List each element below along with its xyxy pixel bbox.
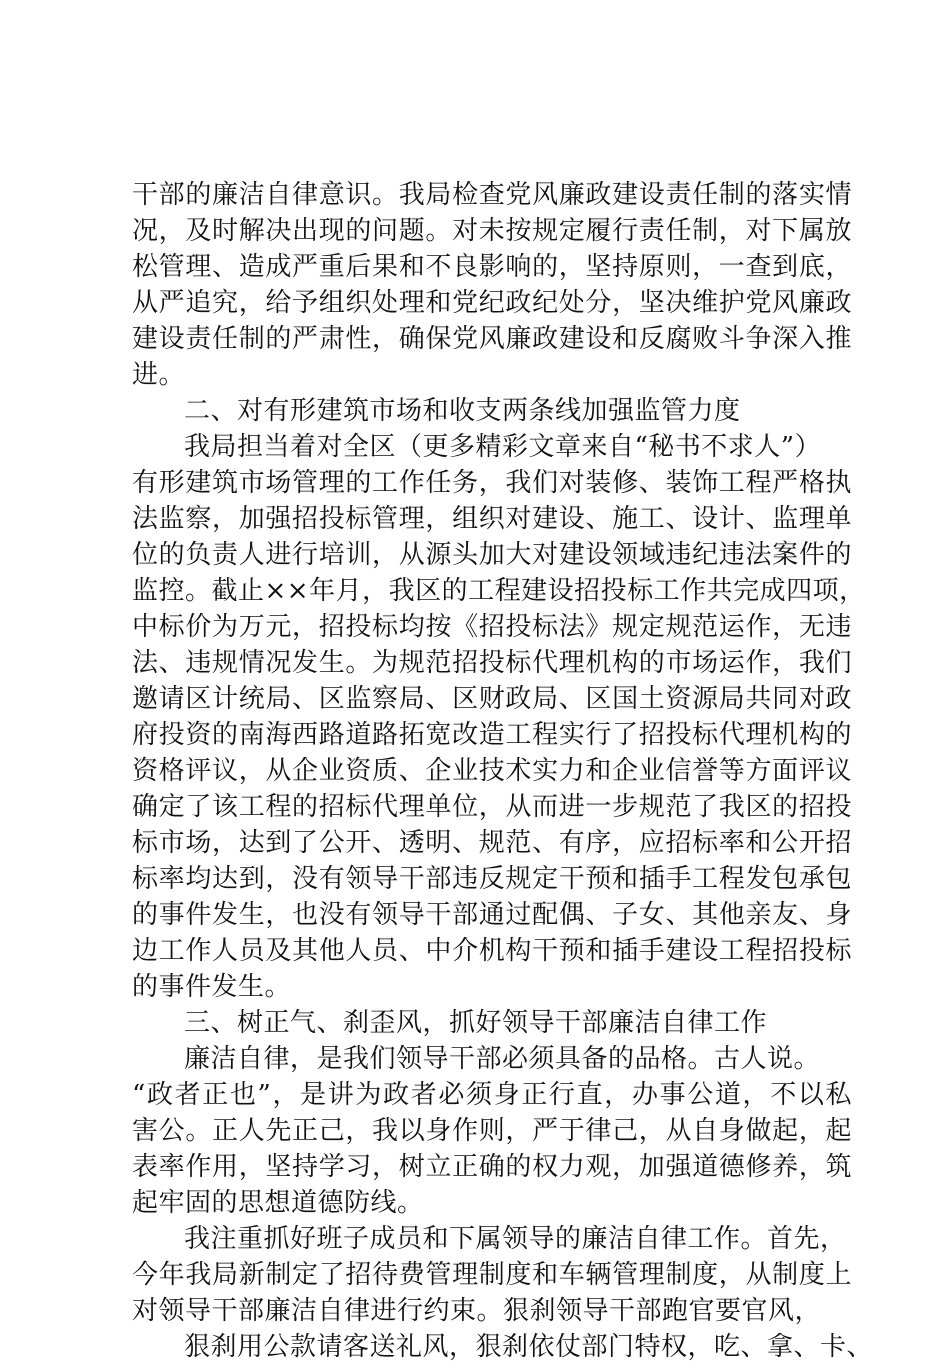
- paragraph-line: 标率均达到，没有领导干部违反规定干预和插手工程发包承包: [132, 864, 852, 894]
- paragraph-line: 府投资的南海西路道路拓宽改造工程实行了招投标代理机构的: [132, 720, 852, 750]
- paragraph-line: 进。: [132, 360, 186, 390]
- paragraph-line: 从严追究，给予组织处理和党纪政纪处分，坚决维护党风廉政: [132, 288, 852, 318]
- paragraph-line: 廉洁自律，是我们领导干部必须具备的品格。古人说。: [184, 1044, 821, 1074]
- paragraph-line: 松管理、造成严重后果和不良影响的，坚持原则，一查到底，: [132, 252, 852, 282]
- paragraph-line: 中标价为万元，招投标均按《招投标法》规定规范运作，无违: [132, 612, 852, 642]
- paragraph-line: 标市场，达到了公开、透明、规范、有序，应招标率和公开招: [132, 828, 852, 858]
- paragraph-line: 位的负责人进行培训，从源头加大对建设领域违纪违法案件的: [132, 540, 852, 570]
- paragraph-line: 的事件发生，也没有领导干部通过配偶、子女、其他亲友、身: [132, 900, 852, 930]
- paragraph-line: 法、违规情况发生。为规范招投标代理机构的市场运作，我们: [132, 648, 852, 678]
- paragraph-line: 法监察，加强招投标管理，组织对建设、施工、设计、监理单: [132, 504, 852, 534]
- paragraph-line: 的事件发生。: [132, 972, 292, 1002]
- paragraph-line: 狠刹用公款请客送礼风，狠刹依仗部门特权，吃、拿、卡、: [184, 1332, 874, 1362]
- section-heading: 二、对有形建筑市场和收支两条线加强监管力度: [184, 396, 741, 426]
- paragraph-line: 建设责任制的严肃性，确保党风廉政建设和反腐败斗争深入推: [132, 324, 852, 354]
- paragraph-line: “政者正也”，是讲为政者必须身正行直，办事公道，不以私: [132, 1080, 852, 1110]
- paragraph-line: 况，及时解决出现的问题。对未按规定履行责任制，对下属放: [132, 216, 852, 246]
- paragraph-line: 我局担当着对全区（更多精彩文章来自“秘书不求人”）: [184, 432, 822, 462]
- paragraph-line: 有形建筑市场管理的工作任务，我们对装修、装饰工程严格执: [132, 468, 852, 498]
- paragraph-line: 邀请区计统局、区监察局、区财政局、区国土资源局共同对政: [132, 684, 852, 714]
- paragraph-line: 我注重抓好班子成员和下属领导的廉洁自律工作。首先，: [184, 1224, 847, 1254]
- paragraph-line: 边工作人员及其他人员、中介机构干预和插手建设工程招投标: [132, 936, 852, 966]
- paragraph-line: 监控。截止××年月，我区的工程建设招投标工作共完成四项，: [132, 576, 866, 606]
- paragraph-line: 资格评议，从企业资质、企业技术实力和企业信誉等方面评议: [132, 756, 852, 786]
- paragraph-line: 确定了该工程的招标代理单位，从而进一步规范了我区的招投: [132, 792, 852, 822]
- paragraph-line: 起牢固的思想道德防线。: [132, 1188, 424, 1218]
- section-heading: 三、树正气、刹歪风，抓好领导干部廉洁自律工作: [184, 1008, 768, 1038]
- paragraph-line: 对领导干部廉洁自律进行约束。狠刹领导干部跑官要官风，: [132, 1296, 822, 1326]
- paragraph-line: 表率作用，坚持学习，树立正确的权力观，加强道德修养，筑: [132, 1152, 852, 1182]
- paragraph-line: 今年我局新制定了招待费管理制度和车辆管理制度，从制度上: [132, 1260, 852, 1290]
- paragraph-line: 干部的廉洁自律意识。我局检查党风廉政建设责任制的落实情: [132, 180, 852, 210]
- paragraph-line: 害公。正人先正己，我以身作则，严于律己，从自身做起，起: [132, 1116, 852, 1146]
